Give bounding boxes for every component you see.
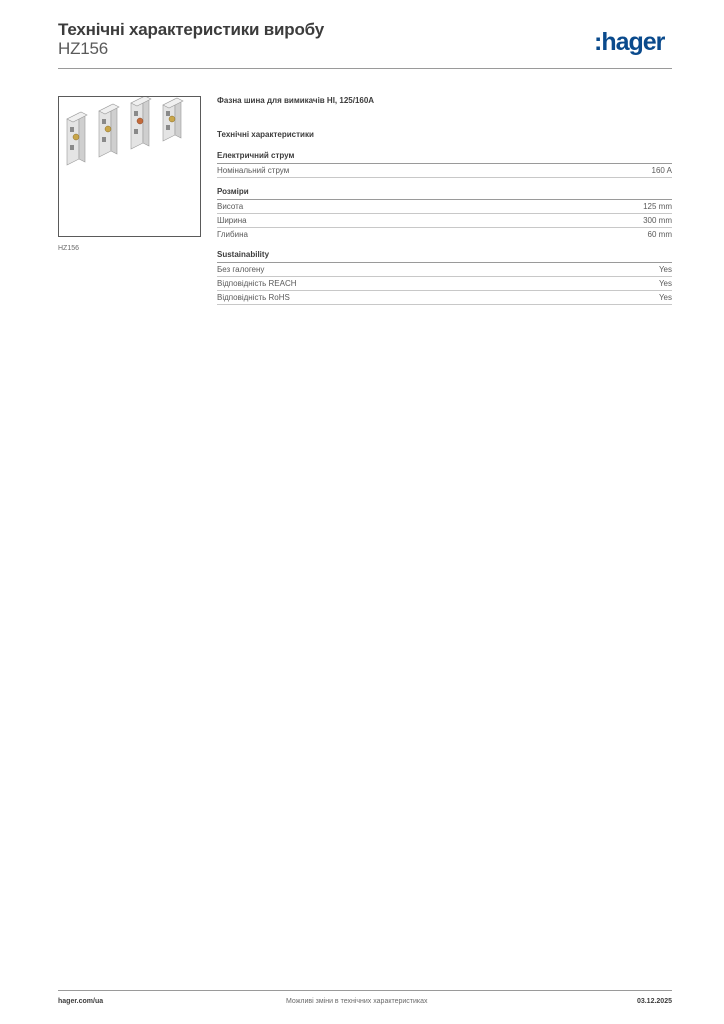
spec-value: 60 mm bbox=[647, 230, 672, 239]
spec-value: Yes bbox=[658, 279, 672, 288]
spec-label: Відповідність RoHS bbox=[217, 293, 290, 302]
spec-row bbox=[217, 164, 672, 178]
spec-label: Без галогену bbox=[217, 265, 265, 274]
busbar-bracket bbox=[67, 112, 87, 165]
section-title: Розміри bbox=[217, 187, 672, 200]
logo-text: :hager bbox=[594, 28, 665, 56]
busbar-bracket bbox=[163, 98, 183, 141]
header-divider bbox=[58, 68, 672, 69]
footer-divider bbox=[58, 990, 672, 991]
section-title: Електричний струм bbox=[217, 151, 672, 164]
spec-row bbox=[217, 291, 672, 305]
product-image bbox=[58, 96, 201, 237]
spec-row bbox=[217, 277, 672, 291]
spec-content bbox=[217, 96, 672, 305]
busbar-illustration bbox=[59, 97, 200, 236]
spec-section-sustainability bbox=[217, 250, 672, 305]
footer-website-link[interactable]: hager.com/ua bbox=[58, 998, 104, 1005]
footer-notice: Можливі зміни в технічних характеристиках bbox=[286, 998, 428, 1005]
spec-row bbox=[217, 214, 672, 228]
product-code: HZ156 bbox=[58, 39, 109, 58]
spec-value: Yes bbox=[658, 293, 672, 302]
spec-heading: Технічні характеристики bbox=[217, 130, 314, 139]
page-title: Технічні характеристики виробу bbox=[58, 20, 324, 39]
footer-date: 03.12.2025 bbox=[636, 998, 672, 1005]
spec-row bbox=[217, 200, 672, 214]
busbar-bracket bbox=[99, 104, 119, 157]
spec-label: Глибина bbox=[217, 230, 248, 239]
spec-label: Відповідність REACH bbox=[217, 279, 297, 288]
busbar-bracket bbox=[131, 97, 151, 149]
spec-label: Ширина bbox=[217, 216, 247, 225]
section-title: Sustainability bbox=[217, 250, 672, 263]
spec-value: 300 mm bbox=[643, 216, 672, 225]
spec-row bbox=[217, 263, 672, 277]
spec-value: 160 A bbox=[651, 166, 672, 175]
spec-section-dimensions bbox=[217, 187, 672, 241]
product-description: Фазна шина для вимикачів HI, 125/160A bbox=[217, 96, 375, 105]
spec-value: 125 mm bbox=[643, 202, 672, 211]
spec-value: Yes bbox=[658, 265, 672, 274]
spec-label: Номінальний струм bbox=[217, 166, 290, 175]
spec-row bbox=[217, 228, 672, 241]
spec-label: Висота bbox=[217, 202, 244, 211]
image-caption: HZ156 bbox=[58, 245, 80, 252]
hager-logo bbox=[594, 27, 674, 57]
spec-section-electric bbox=[217, 151, 672, 178]
